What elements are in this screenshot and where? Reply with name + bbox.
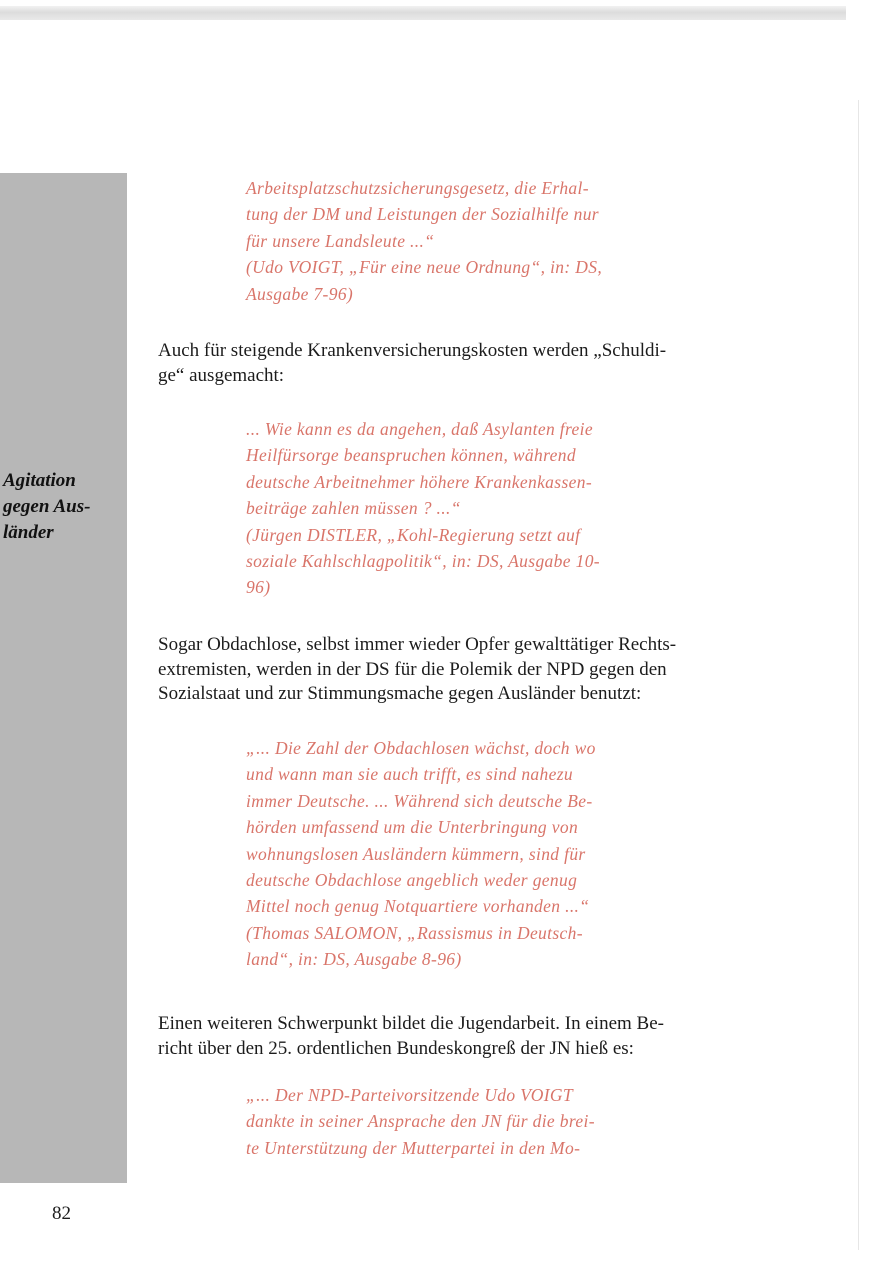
margin-note-line: Agitation — [3, 470, 76, 491]
paragraph-line: extremisten, werden in der DS für die Polemik der NPD gegen den — [158, 658, 667, 680]
scan-top-edge — [0, 6, 846, 20]
quote-block — [246, 1082, 676, 1161]
quote-line: Mittel noch genug Notquartiere vorhanden ...“ — [246, 896, 590, 917]
quote-line: land“, in: DS, Ausgabe 8-96) — [246, 949, 462, 970]
paragraph-line: Auch für steigende Krankenversicherungskosten werden „Schuldi- — [158, 340, 667, 361]
quote-line: deutsche Obdachlose angeblich weder genug — [246, 870, 578, 891]
quote-line: wohnungslosen Ausländern kümmern, sind für — [246, 843, 586, 864]
quote-block — [246, 735, 676, 973]
paragraph-line: richt über den 25. ordentlichen Bundeskongreß der JN hieß es: — [158, 1037, 634, 1059]
paragraph-line: ge“ ausgemacht: — [158, 364, 285, 386]
quote-line: (Udo VOIGT, „Für eine neue Ordnung“, in: DS, — [246, 257, 603, 278]
quote-line: Arbeitsplatzschutzsicherungsgesetz, die Erhal- — [246, 178, 589, 198]
paragraph-line: Sozialstaat und zur Stimmungsmache gegen Ausländer benutzt: — [158, 683, 642, 705]
quote-line: tung der DM und Leistungen der Sozialhilfe nur — [246, 204, 599, 225]
quote-line: hörden umfassend um die Unterbringung von — [246, 817, 579, 838]
quote-line: „... Der NPD-Parteivorsitzende Udo VOIGT — [246, 1085, 573, 1105]
quote-line: für unsere Landsleute ...“ — [246, 230, 435, 251]
quote-line: soziale Kahlschlagpolitik“, in: DS, Ausgabe 10- — [246, 551, 600, 572]
quote-line: (Thomas SALOMON, „Rassismus in Deutsch- — [246, 922, 583, 943]
paragraph-line: Sogar Obdachlose, selbst immer wieder Opfer gewalttätiger Rechts- — [158, 634, 677, 655]
quote-line: deutsche Arbeitnehmer höhere Krankenkassen- — [246, 471, 593, 492]
quote-line: dankte in seiner Ansprache den JN für die brei- — [246, 1111, 595, 1132]
paragraph-line: Einen weiteren Schwerpunkt bildet die Jugendarbeit. In einem Be- — [158, 1013, 664, 1034]
margin-sidebar — [0, 173, 127, 1183]
quote-line: (Jürgen DISTLER, „Kohl-Regierung setzt auf — [246, 524, 581, 545]
body-paragraph — [158, 633, 768, 707]
body-paragraph — [158, 1012, 768, 1061]
scan-right-edge — [858, 100, 859, 1250]
quote-line: te Unterstützung der Mutterpartei in den Mo- — [246, 1137, 581, 1158]
quote-line: immer Deutsche. ... Während sich deutsche Be- — [246, 790, 593, 811]
margin-note-line: gegen Aus- — [3, 496, 91, 517]
quote-block — [246, 416, 676, 601]
page-number: 82 — [52, 1203, 71, 1224]
quote-line: beiträge zahlen müssen ? ...“ — [246, 498, 461, 519]
quote-block — [246, 175, 676, 307]
quote-line: ... Wie kann es da angehen, daß Asylanten freie — [246, 419, 593, 439]
quote-line: Heilfürsorge beanspruchen können, während — [246, 445, 576, 466]
quote-line: Ausgabe 7-96) — [246, 283, 354, 304]
quote-line: und wann man sie auch trifft, es sind nahezu — [246, 764, 573, 785]
body-paragraph — [158, 339, 768, 388]
quote-line: 96) — [246, 577, 271, 598]
quote-line: „... Die Zahl der Obdachlosen wächst, doch wo — [246, 738, 596, 758]
margin-note-line: länder — [3, 522, 54, 543]
margin-note — [3, 468, 125, 546]
